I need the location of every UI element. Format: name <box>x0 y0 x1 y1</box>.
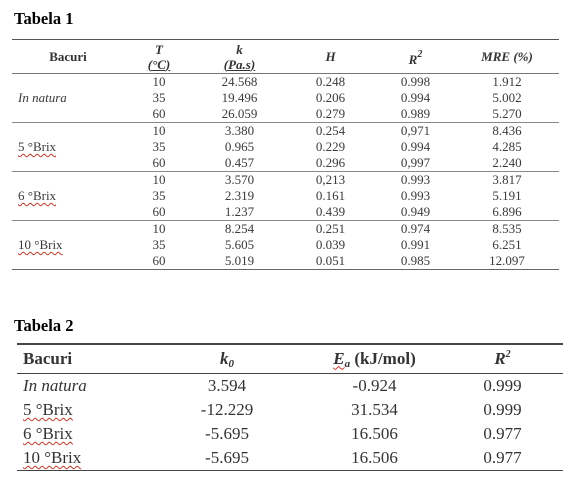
header-temperature <box>124 40 194 74</box>
header-r-symbol: R <box>494 349 506 368</box>
group-label <box>12 237 124 253</box>
ea-cell: 16.506 <box>351 424 398 443</box>
table-1 <box>12 39 559 270</box>
temperature-cell: 35 <box>152 90 166 105</box>
header-h: H <box>285 40 376 74</box>
temperature-cell: 35 <box>152 237 166 252</box>
mre-cell: 6.251 <box>492 237 522 252</box>
group-label: In natura <box>23 376 87 395</box>
group-name <box>17 446 147 471</box>
temperature-cell: 10 <box>124 74 194 91</box>
r2-cell: 0.993 <box>376 172 455 189</box>
temperature-cell: 60 <box>124 253 194 270</box>
table-2-caption: Tabela 2 <box>14 316 74 335</box>
temperature-cell: 60 <box>152 204 166 219</box>
header-t-unit: (°C) <box>147 56 171 72</box>
table-row <box>17 374 563 399</box>
k-cell: 3.570 <box>194 172 285 189</box>
h-cell: 0.296 <box>315 155 346 170</box>
mre-cell: 8.535 <box>455 221 559 238</box>
group-label: 10 °Brix <box>23 448 82 467</box>
h-cell: 0,213 <box>285 172 376 189</box>
header-r-superscript: 2 <box>505 349 511 360</box>
h-cell: 0.251 <box>285 221 376 238</box>
ea-cell: 16.506 <box>307 446 442 471</box>
h-cell: 0.161 <box>315 188 346 203</box>
ea-cell: 31.534 <box>351 400 398 419</box>
mre-cell: 4.285 <box>492 139 522 154</box>
r2-cell: 0,997 <box>400 155 431 170</box>
table-1-header-row <box>12 40 559 74</box>
table-row <box>12 188 559 204</box>
r2-cell: 0.999 <box>483 400 522 419</box>
k-cell: 0.457 <box>224 155 255 170</box>
table-row <box>12 74 559 91</box>
r2-cell: 0.999 <box>483 376 522 395</box>
r2-cell: 0.989 <box>400 106 431 121</box>
mre-cell: 8.436 <box>455 123 559 140</box>
group-cell <box>12 221 124 238</box>
header-k0-subscript: 0 <box>228 357 234 370</box>
r2-cell: 0.977 <box>483 424 522 443</box>
k-cell: 19.496 <box>221 90 258 105</box>
h-cell: 0.206 <box>315 90 346 105</box>
header-bacuri: Bacuri <box>12 40 124 74</box>
header-k <box>194 40 285 74</box>
k-cell: 5.019 <box>194 253 285 270</box>
k-cell: 2.319 <box>224 188 255 203</box>
mre-cell: 12.097 <box>455 253 559 270</box>
header-ea <box>307 344 442 374</box>
group-cell <box>12 253 124 270</box>
table-row <box>12 253 559 270</box>
k-cell: 26.059 <box>221 106 258 121</box>
table-row <box>12 204 559 221</box>
h-cell: 0.279 <box>315 106 346 121</box>
group-name: 10 °Brix <box>18 237 63 252</box>
k0-cell: 3.594 <box>207 376 247 395</box>
table-2-header-row <box>17 344 563 374</box>
group-name: 6 °Brix <box>18 188 57 203</box>
r2-cell: 0.998 <box>376 74 455 91</box>
table-row <box>12 221 559 238</box>
table-row <box>12 172 559 189</box>
group-name: 5 °Brix <box>18 139 57 154</box>
header-ea-letter: E <box>333 348 345 368</box>
r2-cell: 0.994 <box>400 139 431 154</box>
table-row <box>17 422 563 446</box>
table-row <box>12 139 559 155</box>
group-cell <box>12 74 124 91</box>
group-name <box>17 422 147 446</box>
table-row <box>12 106 559 123</box>
mre-cell: 3.817 <box>455 172 559 189</box>
k-cell: 0.965 <box>224 139 255 154</box>
table-row <box>17 398 563 422</box>
group-cell <box>12 123 124 140</box>
table-1-caption: Tabela 1 <box>14 9 74 28</box>
header-r2 <box>376 40 455 74</box>
mre-cell: 1.912 <box>455 74 559 91</box>
ea-cell: -0.924 <box>352 376 397 395</box>
temperature-cell: 10 <box>124 172 194 189</box>
group-cell <box>12 172 124 189</box>
h-cell: 0.439 <box>315 204 346 219</box>
r2-cell: 0.974 <box>376 221 455 238</box>
temperature-cell: 10 <box>124 221 194 238</box>
r2-cell: 0.949 <box>400 204 431 219</box>
r2-cell: 0.993 <box>400 188 431 203</box>
temperature-cell: 35 <box>152 139 166 154</box>
temperature-cell: 60 <box>152 106 166 121</box>
header-k0-symbol: k <box>220 348 229 368</box>
r2-cell: 0.994 <box>400 90 431 105</box>
table-row <box>12 155 559 172</box>
header-bacuri: Bacuri <box>17 344 147 374</box>
r2-cell: 0.991 <box>400 237 431 252</box>
k-cell: 1.237 <box>224 204 255 219</box>
header-mre: MRE (%) <box>455 40 559 74</box>
h-cell: 0.229 <box>315 139 346 154</box>
group-label <box>12 188 124 204</box>
group-label <box>12 90 124 106</box>
k-cell: 5.605 <box>224 237 255 252</box>
k-cell: 3.380 <box>194 123 285 140</box>
group-cell <box>12 155 124 172</box>
group-label: 6 °Brix <box>23 424 73 443</box>
mre-cell: 5.191 <box>492 188 522 203</box>
k0-cell: -12.229 <box>200 400 254 419</box>
r2-cell: 0,971 <box>376 123 455 140</box>
header-k0 <box>147 344 307 374</box>
header-r-symbol: R <box>408 51 418 67</box>
h-cell: 0.039 <box>315 237 346 252</box>
header-k-unit: (Pa.s) <box>223 56 256 72</box>
header-t-symbol: T <box>155 41 163 57</box>
table-row <box>17 446 563 471</box>
k-cell: 24.568 <box>194 74 285 91</box>
r2-cell: 0.985 <box>376 253 455 270</box>
group-label <box>12 139 124 155</box>
k-cell: 8.254 <box>194 221 285 238</box>
group-cell <box>12 106 124 123</box>
mre-cell: 2.240 <box>492 155 522 170</box>
group-label: 5 °Brix <box>23 400 73 419</box>
mre-cell: 6.896 <box>492 204 522 219</box>
header-r2 <box>442 344 563 374</box>
group-name: In natura <box>18 90 67 105</box>
header-ea-subscript: a <box>344 357 351 370</box>
group-cell <box>12 204 124 221</box>
table-row <box>12 123 559 140</box>
group-name <box>17 374 147 399</box>
table-row <box>12 237 559 253</box>
table-2 <box>17 343 563 471</box>
header-r-superscript: 2 <box>417 48 423 60</box>
h-cell: 0.051 <box>285 253 376 270</box>
mre-cell: 5.270 <box>492 106 522 121</box>
mre-cell: 5.002 <box>492 90 522 105</box>
h-cell: 0.248 <box>285 74 376 91</box>
temperature-cell: 35 <box>152 188 166 203</box>
table-row <box>12 90 559 106</box>
temperature-cell: 60 <box>152 155 166 170</box>
h-cell: 0.254 <box>285 123 376 140</box>
k0-cell: -5.695 <box>205 424 249 443</box>
header-k-symbol: k <box>236 41 243 57</box>
group-name <box>17 398 147 422</box>
temperature-cell: 10 <box>124 123 194 140</box>
header-ea-unit: (kJ/mol) <box>350 348 416 368</box>
r2-cell: 0.977 <box>442 446 563 471</box>
header-ea-symbol <box>333 349 350 368</box>
k0-cell: -5.695 <box>147 446 307 471</box>
